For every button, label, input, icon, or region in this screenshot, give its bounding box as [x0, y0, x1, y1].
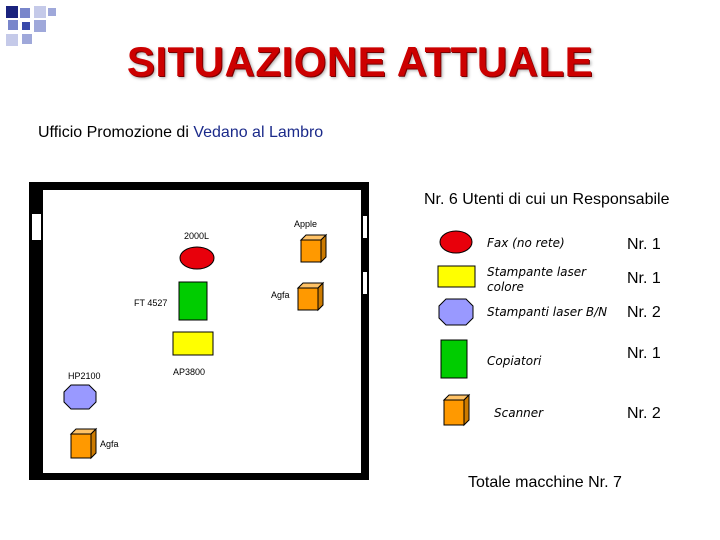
- legend-color-printer-count: Nr. 1: [627, 270, 661, 287]
- legend-color-printer-icon: [438, 266, 475, 287]
- legend-fax-icon: [440, 231, 472, 253]
- legend-bw-printer-icon: [439, 299, 473, 325]
- copier-rect: [179, 282, 207, 320]
- legend-fax-label: Fax (no rete): [487, 236, 565, 250]
- subtitle-place: Vedano al Lambro: [193, 124, 324, 141]
- fax-ellipse: [180, 247, 214, 269]
- slide-title: SITUAZIONE ATTUALE: [126, 38, 594, 85]
- users-count: Nr. 6 Utenti di cui un Responsabile: [424, 191, 670, 208]
- legend-copier-label: Copiatori: [487, 354, 542, 368]
- bw-printer-octagon: [64, 385, 96, 409]
- legend-color-printer-label: Stampante laser colore: [487, 265, 587, 294]
- label-ft4527: FT 4527: [134, 298, 168, 308]
- legend-scanner-count: Nr. 2: [627, 405, 661, 422]
- legend-bw-printer-count: Nr. 2: [627, 304, 661, 321]
- label-ap3800: AP3800: [173, 367, 206, 377]
- scanner-cube-agfa-bottom: [71, 429, 96, 458]
- legend-copier-icon: [441, 340, 467, 378]
- label-2000l: 2000L: [184, 231, 210, 241]
- legend-scanner-icon: [444, 395, 469, 425]
- legend-bw-printer-label: Stampanti laser B/N: [487, 305, 608, 319]
- scanner-cube-agfa-top: [298, 283, 323, 310]
- label-hp2100: HP2100: [68, 371, 101, 381]
- scanner-cube-apple: [301, 235, 326, 262]
- legend-fax-count: Nr. 1: [627, 236, 661, 253]
- legend-copier-count: Nr. 1: [627, 345, 661, 362]
- label-agfa-top: Agfa: [271, 290, 290, 300]
- color-printer-rect: [173, 332, 213, 355]
- label-apple: Apple: [294, 219, 318, 229]
- total-machines: Totale macchine Nr. 7: [468, 474, 622, 491]
- label-agfa-bottom: Agfa: [100, 439, 119, 449]
- subtitle-prefix: Ufficio Promozione di: [38, 124, 194, 141]
- legend-scanner-label: Scanner: [494, 406, 544, 420]
